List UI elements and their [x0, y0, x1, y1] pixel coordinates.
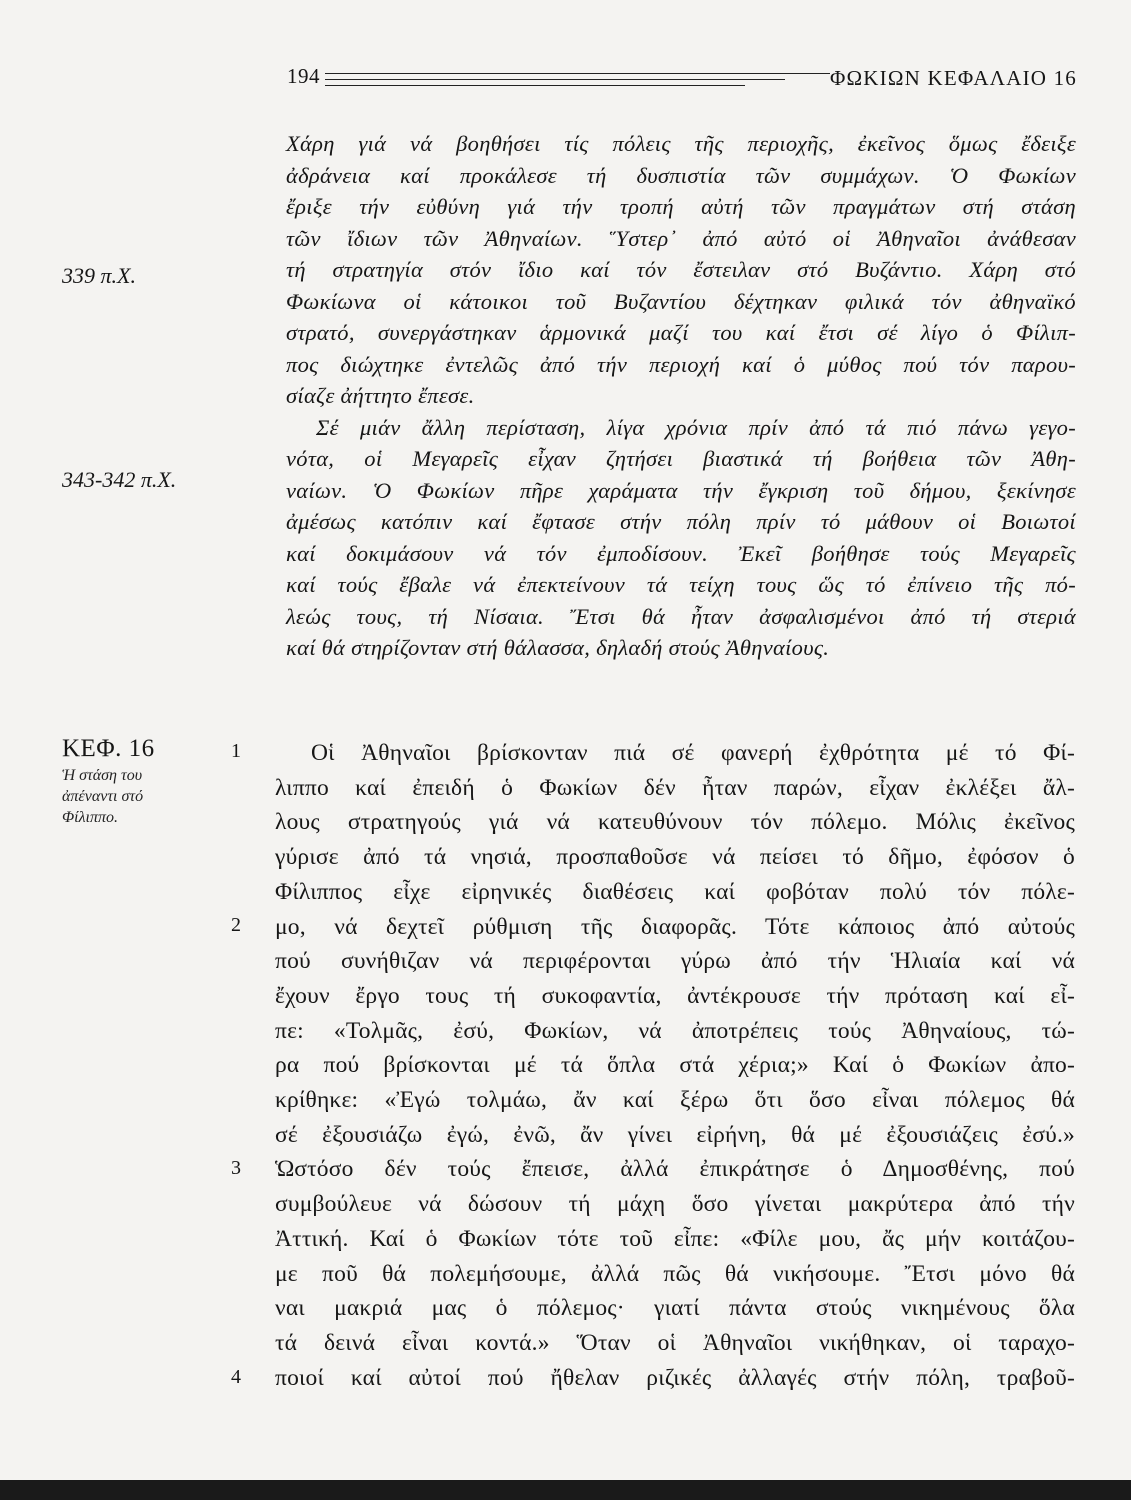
italic-summary	[286, 128, 1076, 664]
main-line: λιππο καί ἐπειδή ὁ Φωκίων δέν ἦταν παρών, εἶχαν ἐκλέξει ἄλ-	[275, 774, 1075, 801]
main-line: ἔχουν ἔργο τους τή συκοφαντία, ἀντέκρουσε τήν πρόταση καί εἶ-	[275, 982, 1075, 1009]
italic-line: πος διώχτηκε ἐντελῶς ἀπό τήν περιοχή καί ὁ μύθος πού τόν παρου-	[286, 351, 1076, 377]
italic-line: Φωκίωνα οἱ κάτοικοι τοῦ Βυζαντίου δέχτηκαν φιλικά τόν ἀθηναϊκό	[286, 288, 1076, 314]
page-header	[287, 62, 1077, 96]
chapter-label: ΚΕΦ. 16	[62, 735, 155, 762]
header-rule	[325, 79, 785, 80]
section-number: 4	[231, 1366, 241, 1388]
main-line: κρίθηκε: «Ἐγώ τολμάω, ἄν καί ξέρω ὅτι ὅσο εἶναι πόλεμος θά	[275, 1087, 1075, 1114]
running-title: ΦΩΚΙΩΝ ΚΕΦΑΛΑΙΟ 16	[829, 66, 1077, 90]
main-line: γύρισε ἀπό τά νησιά, προσπαθοῦσε νά πείσει τό δῆμο, ἐφόσον ὁ	[275, 844, 1075, 871]
main-text	[275, 736, 1075, 1395]
main-line: Ὡστόσο δέν τούς ἔπεισε, ἀλλά ἐπικράτησε ὁ Δημοσθένης, πού	[275, 1156, 1075, 1183]
main-line: Ἀττική. Καί ὁ Φωκίων τότε τοῦ εἶπε: «Φίλε μου, ἄς μήν κοιτάζου-	[275, 1225, 1075, 1252]
main-line: λους στρατηγούς γιά νά κατευθύνουν τόν πόλεμο. Μόλις ἐκεῖνος	[275, 809, 1075, 836]
italic-line: σίαζε ἀήττητο ἔπεσε.	[286, 383, 475, 408]
main-line: ποιοί καί αὐτοί πού ἤθελαν ριζικές ἀλλαγές στήν πόλη, τραβοῦ-	[275, 1364, 1075, 1391]
main-line: μο, νά δεχτεῖ ρύθμιση τῆς διαφορᾶς. Τότε κάποιος ἀπό αὐτούς	[275, 913, 1075, 940]
italic-line: τή στρατηγία στόν ἴδιο καί τόν ἔστειλαν στό Βυζάντιο. Χάρη στό	[286, 257, 1076, 282]
chapter-subtitle-line: Ἡ στάση του	[62, 767, 143, 784]
header-rule	[325, 85, 745, 86]
main-line: τά δεινά εἶναι κοντά.» Ὅταν οἱ Ἀθηναῖοι νικήθηκαν, οἱ ταραχο-	[275, 1329, 1075, 1356]
italic-line: ἀμέσως κατόπιν καί ἔφτασε στήν πόλη πρίν τό μάθουν οἱ Βοιωτοί	[286, 509, 1076, 534]
margin-date-339: 339 π.Χ.	[62, 263, 136, 288]
main-line: ναι μακριά μας ὁ πόλεμος· γιατί πάντα στούς νικημένους ὅλα	[275, 1295, 1075, 1322]
chapter-margin-block	[62, 735, 202, 828]
main-line: Οἱ Ἀθηναῖοι βρίσκονταν πιά σέ φανερή ἐχθρότητα μέ τό Φί-	[311, 740, 1075, 766]
italic-line: λεώς τους, τή Νίσαια. Ἔτσι θά ἦταν ἀσφαλισμένοι ἀπό τή στεριά	[286, 603, 1076, 629]
italic-line: νότα, οἱ Μεγαρεῖς εἶχαν ζητήσει βιαστικά τή βοήθεια τῶν Ἀθη-	[286, 446, 1076, 471]
italic-line: ἔριξε τήν εὐθύνη γιά τήν τροπή αὐτή τῶν πραγμάτων στή στάση	[286, 194, 1076, 219]
section-number: 1	[231, 740, 241, 762]
italic-line: τῶν ἴδιων τῶν Ἀθηναίων. Ὕστερ᾽ ἀπό αὐτό οἱ Ἀθηναῖοι ἀνάθεσαν	[286, 225, 1076, 251]
margin-date-343-342: 343-342 π.Χ.	[62, 467, 177, 492]
chapter-subtitle	[62, 765, 202, 828]
italic-line: στρατό, συνεργάστηκαν ἁρμονικά μαζί του καί ἔτσι σέ λίγο ὁ Φίλιπ-	[286, 320, 1076, 345]
page-number: 194	[287, 64, 320, 88]
italic-line: Σέ μιάν ἄλλη περίσταση, λίγα χρόνια πρίν ἀπό τά πιό πάνω γεγο-	[316, 414, 1076, 440]
main-line: πού συνήθιζαν νά περιφέρονται γύρω ἀπό τήν Ἡλιαία καί νά	[275, 948, 1075, 975]
main-line: συμβούλευε νά δώσουν τή μάχη ὅσο γίνεται μακρύτερα ἀπό τήν	[275, 1191, 1075, 1218]
italic-line: καί τούς ἔβαλε νά ἐπεκτείνουν τά τείχη τους ὥς τό ἐπίνειο τῆς πό-	[286, 572, 1076, 597]
chapter-subtitle-line: Φίλιππο.	[62, 809, 119, 826]
main-line: πε: «Τολμᾶς, ἐσύ, Φωκίων, νά ἀποτρέπεις τούς Ἀθηναίους, τώ-	[275, 1017, 1075, 1044]
section-number: 2	[231, 914, 241, 936]
main-line: ρα πού βρίσκονται μέ τά ὅπλα στά χέρια;» Καί ὁ Φωκίων ἀπο-	[275, 1052, 1075, 1079]
main-line: Φίλιππος εἶχε εἰρηνικές διαθέσεις καί φοβόταν πολύ τόν πόλε-	[275, 878, 1075, 905]
main-line: σέ ἐξουσιάζω ἐγώ, ἐνῶ, ἄν γίνει εἰρήνη, θά μέ ἐξουσιάζεις ἐσύ.»	[275, 1121, 1075, 1148]
italic-line: ἀδράνεια καί προκάλεσε τή δυσπιστία τῶν συμμάχων. Ὁ Φωκίων	[286, 162, 1076, 188]
italic-line: Χάρη γιά νά βοηθήσει τίς πόλεις τῆς περιοχῆς, ἐκεῖνος ὅμως ἔδειξε	[286, 131, 1076, 156]
italic-line: καί θά στηρίζονταν στή θάλασσα, δηλαδή στούς Ἀθηναίους.	[286, 635, 830, 660]
main-line: με ποῦ θά πολεμήσουμε, ἀλλά πῶς θά νικήσουμε. Ἔτσι μόνο θά	[275, 1260, 1075, 1287]
italic-line: ναίων. Ὁ Φωκίων πῆρε χαράματα τήν ἔγκριση τοῦ δήμου, ξεκίνησε	[286, 477, 1076, 503]
italic-line: καί δοκιμάσουν νά τόν ἐμποδίσουν. Ἐκεῖ βοήθησε τούς Μεγαρεῖς	[286, 540, 1076, 566]
header-rule	[325, 73, 830, 74]
scan-edge-shadow	[0, 1480, 1131, 1500]
chapter-subtitle-line: ἀπέναντι στό	[62, 788, 144, 805]
section-number: 3	[231, 1157, 241, 1179]
